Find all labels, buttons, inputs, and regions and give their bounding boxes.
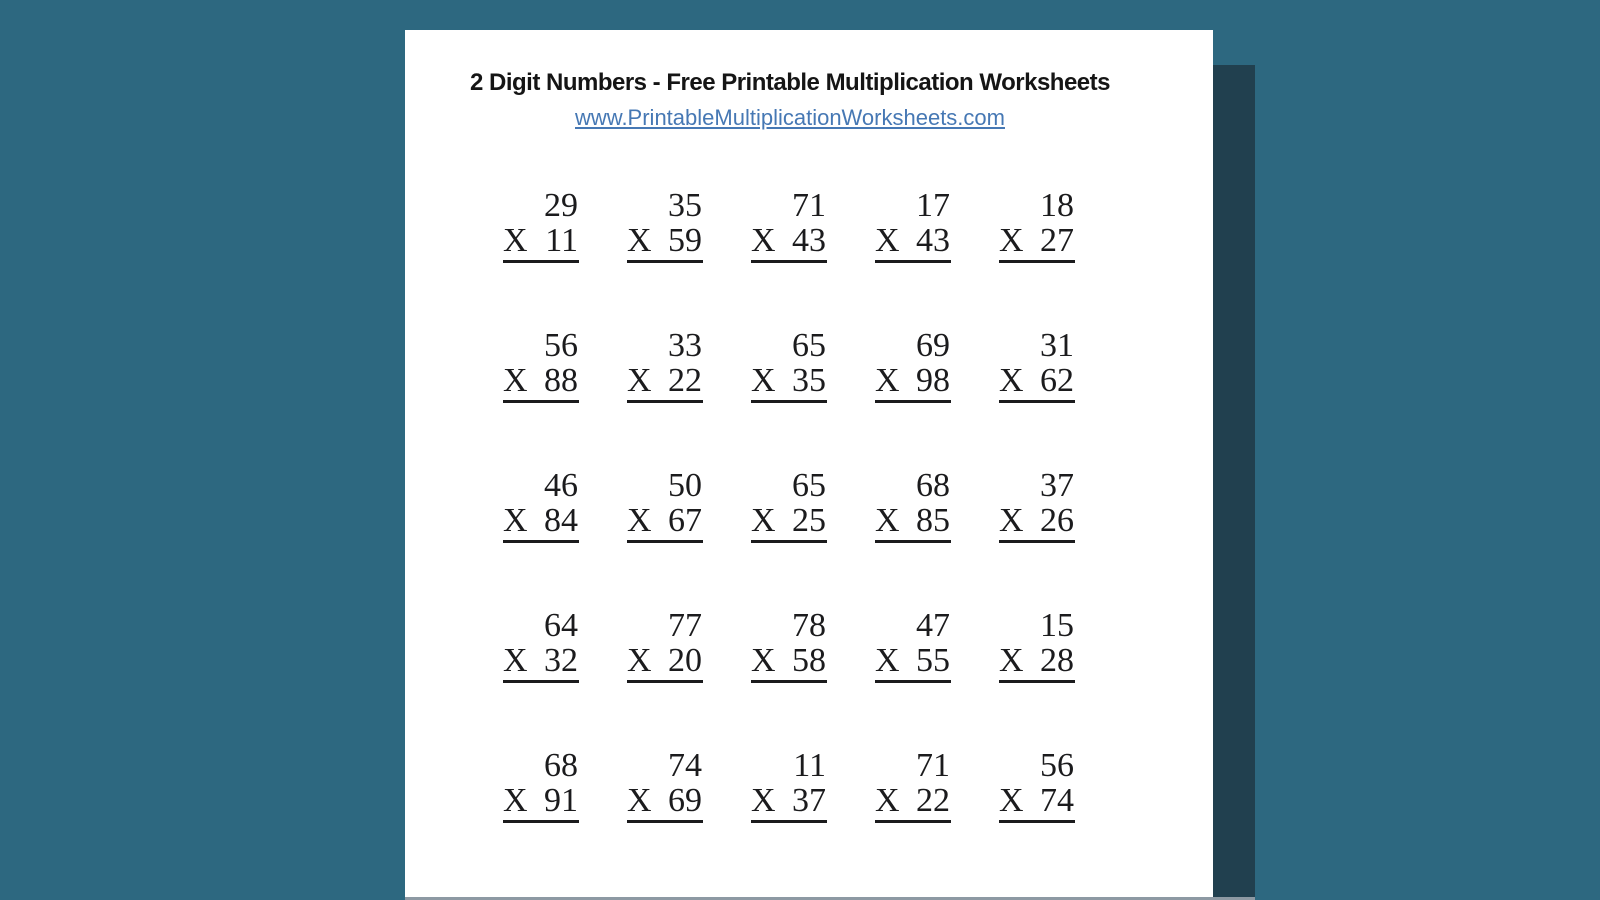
multiplication-problem (999, 188, 1075, 263)
multiplicand: 56 (544, 327, 578, 364)
multiplicand: 46 (544, 467, 578, 504)
multiplicand: 50 (668, 467, 702, 504)
multiplier-row (751, 223, 827, 258)
multiplicand: 56 (1040, 747, 1074, 784)
multiplication-problem (627, 328, 703, 403)
multiplication-sign: X (999, 222, 1024, 259)
multiplication-sign: X (627, 782, 652, 819)
multiplication-problem (875, 468, 951, 543)
multiplication-sign: X (875, 222, 900, 259)
multiplier-row (875, 223, 951, 258)
multiplier-row (627, 223, 703, 258)
multiplication-sign: X (503, 222, 528, 259)
multiplier-row (503, 643, 579, 678)
multiplicand: 64 (544, 607, 578, 644)
multiplicand: 65 (792, 327, 826, 364)
multiplication-sign: X (627, 362, 652, 399)
multiplication-problem (751, 468, 827, 543)
multiplicand: 71 (916, 747, 950, 784)
multiplier: 67 (668, 502, 702, 539)
multiplication-problem (751, 328, 827, 403)
multiplication-sign: X (875, 642, 900, 679)
multiplier: 88 (544, 362, 578, 399)
multiplication-sign: X (503, 782, 528, 819)
multiplication-problem (875, 608, 951, 683)
worksheet-page (405, 30, 1213, 900)
multiplier: 43 (792, 222, 826, 259)
multiplier: 28 (1040, 642, 1074, 679)
multiplicand: 35 (668, 187, 702, 224)
multiplier-row (503, 783, 579, 818)
multiplier-row (999, 643, 1075, 678)
multiplicand: 15 (1040, 607, 1074, 644)
multiplier: 32 (544, 642, 578, 679)
problems-grid (503, 188, 1075, 823)
multiplication-problem (627, 748, 703, 823)
multiplication-problem (751, 608, 827, 683)
multiplicand: 74 (668, 747, 702, 784)
multiplicand: 69 (916, 327, 950, 364)
multiplicand: 11 (793, 747, 826, 784)
multiplicand: 65 (792, 467, 826, 504)
multiplier-row (751, 783, 827, 818)
multiplication-sign: X (875, 502, 900, 539)
multiplier: 26 (1040, 502, 1074, 539)
worksheet-title: 2 Digit Numbers - Free Printable Multiplication Worksheets (469, 69, 1110, 96)
multiplier-row (751, 643, 827, 678)
multiplier: 22 (916, 782, 950, 819)
multiplier-row (503, 363, 579, 398)
multiplier-row (999, 783, 1075, 818)
multiplier: 22 (668, 362, 702, 399)
multiplication-sign: X (751, 502, 776, 539)
multiplication-sign: X (751, 362, 776, 399)
multiplication-sign: X (999, 362, 1024, 399)
multiplicand: 71 (792, 187, 826, 224)
multiplier-row (875, 783, 951, 818)
multiplication-sign: X (503, 362, 528, 399)
multiplicand: 17 (916, 187, 950, 224)
multiplicand: 33 (668, 327, 702, 364)
multiplier-row (503, 223, 579, 258)
multiplicand: 78 (792, 607, 826, 644)
multiplier: 98 (916, 362, 950, 399)
multiplication-sign: X (999, 782, 1024, 819)
multiplier-row (503, 503, 579, 538)
multiplier: 62 (1040, 362, 1074, 399)
multiplication-problem (875, 328, 951, 403)
multiplication-problem (627, 608, 703, 683)
multiplier: 91 (544, 782, 578, 819)
multiplier: 20 (668, 642, 702, 679)
website-link[interactable]: www.PrintableMultiplicationWorksheets.com (575, 105, 1005, 130)
multiplicand: 18 (1040, 187, 1074, 224)
multiplication-sign: X (503, 502, 528, 539)
multiplicand: 77 (668, 607, 702, 644)
multiplicand: 31 (1040, 327, 1074, 364)
multiplication-problem (751, 188, 827, 263)
multiplication-problem (751, 748, 827, 823)
multiplier: 58 (792, 642, 826, 679)
multiplier-row (627, 783, 703, 818)
multiplier-row (627, 363, 703, 398)
multiplication-problem (999, 608, 1075, 683)
multiplier: 59 (668, 222, 702, 259)
multiplication-problem (503, 328, 579, 403)
multiplication-problem (999, 748, 1075, 823)
multiplier: 11 (545, 222, 578, 259)
multiplier-row (627, 503, 703, 538)
multiplier-row (999, 223, 1075, 258)
multiplication-problem (875, 188, 951, 263)
multiplier: 74 (1040, 782, 1074, 819)
multiplication-sign: X (627, 642, 652, 679)
multiplication-sign: X (627, 222, 652, 259)
multiplier: 85 (916, 502, 950, 539)
multiplication-problem (627, 188, 703, 263)
multiplier-row (627, 643, 703, 678)
multiplication-sign: X (751, 222, 776, 259)
multiplier: 43 (916, 222, 950, 259)
multiplication-sign: X (627, 502, 652, 539)
multiplication-sign: X (999, 502, 1024, 539)
multiplicand: 68 (916, 467, 950, 504)
multiplicand: 29 (544, 187, 578, 224)
multiplication-problem (503, 188, 579, 263)
multiplier-row (875, 503, 951, 538)
multiplier: 55 (916, 642, 950, 679)
multiplication-problem (503, 748, 579, 823)
multiplication-problem (999, 468, 1075, 543)
multiplier-row (999, 503, 1075, 538)
multiplier-row (751, 363, 827, 398)
multiplier: 27 (1040, 222, 1074, 259)
worksheet-header (405, 30, 1213, 132)
multiplier: 25 (792, 502, 826, 539)
multiplication-sign: X (999, 642, 1024, 679)
multiplication-sign: X (751, 782, 776, 819)
multiplier-row (751, 503, 827, 538)
multiplicand: 68 (544, 747, 578, 784)
multiplier-row (875, 643, 951, 678)
multiplicand: 47 (916, 607, 950, 644)
multiplier-row (875, 363, 951, 398)
multiplication-problem (503, 608, 579, 683)
multiplication-problem (875, 748, 951, 823)
multiplication-problem (627, 468, 703, 543)
multiplier: 84 (544, 502, 578, 539)
multiplication-problem (999, 328, 1075, 403)
multiplier: 37 (792, 782, 826, 819)
multiplication-sign: X (875, 362, 900, 399)
multiplier: 35 (792, 362, 826, 399)
multiplication-problem (503, 468, 579, 543)
multiplication-sign: X (875, 782, 900, 819)
multiplication-sign: X (503, 642, 528, 679)
multiplicand: 37 (1040, 467, 1074, 504)
multiplication-sign: X (751, 642, 776, 679)
multiplier-row (999, 363, 1075, 398)
multiplier: 69 (668, 782, 702, 819)
